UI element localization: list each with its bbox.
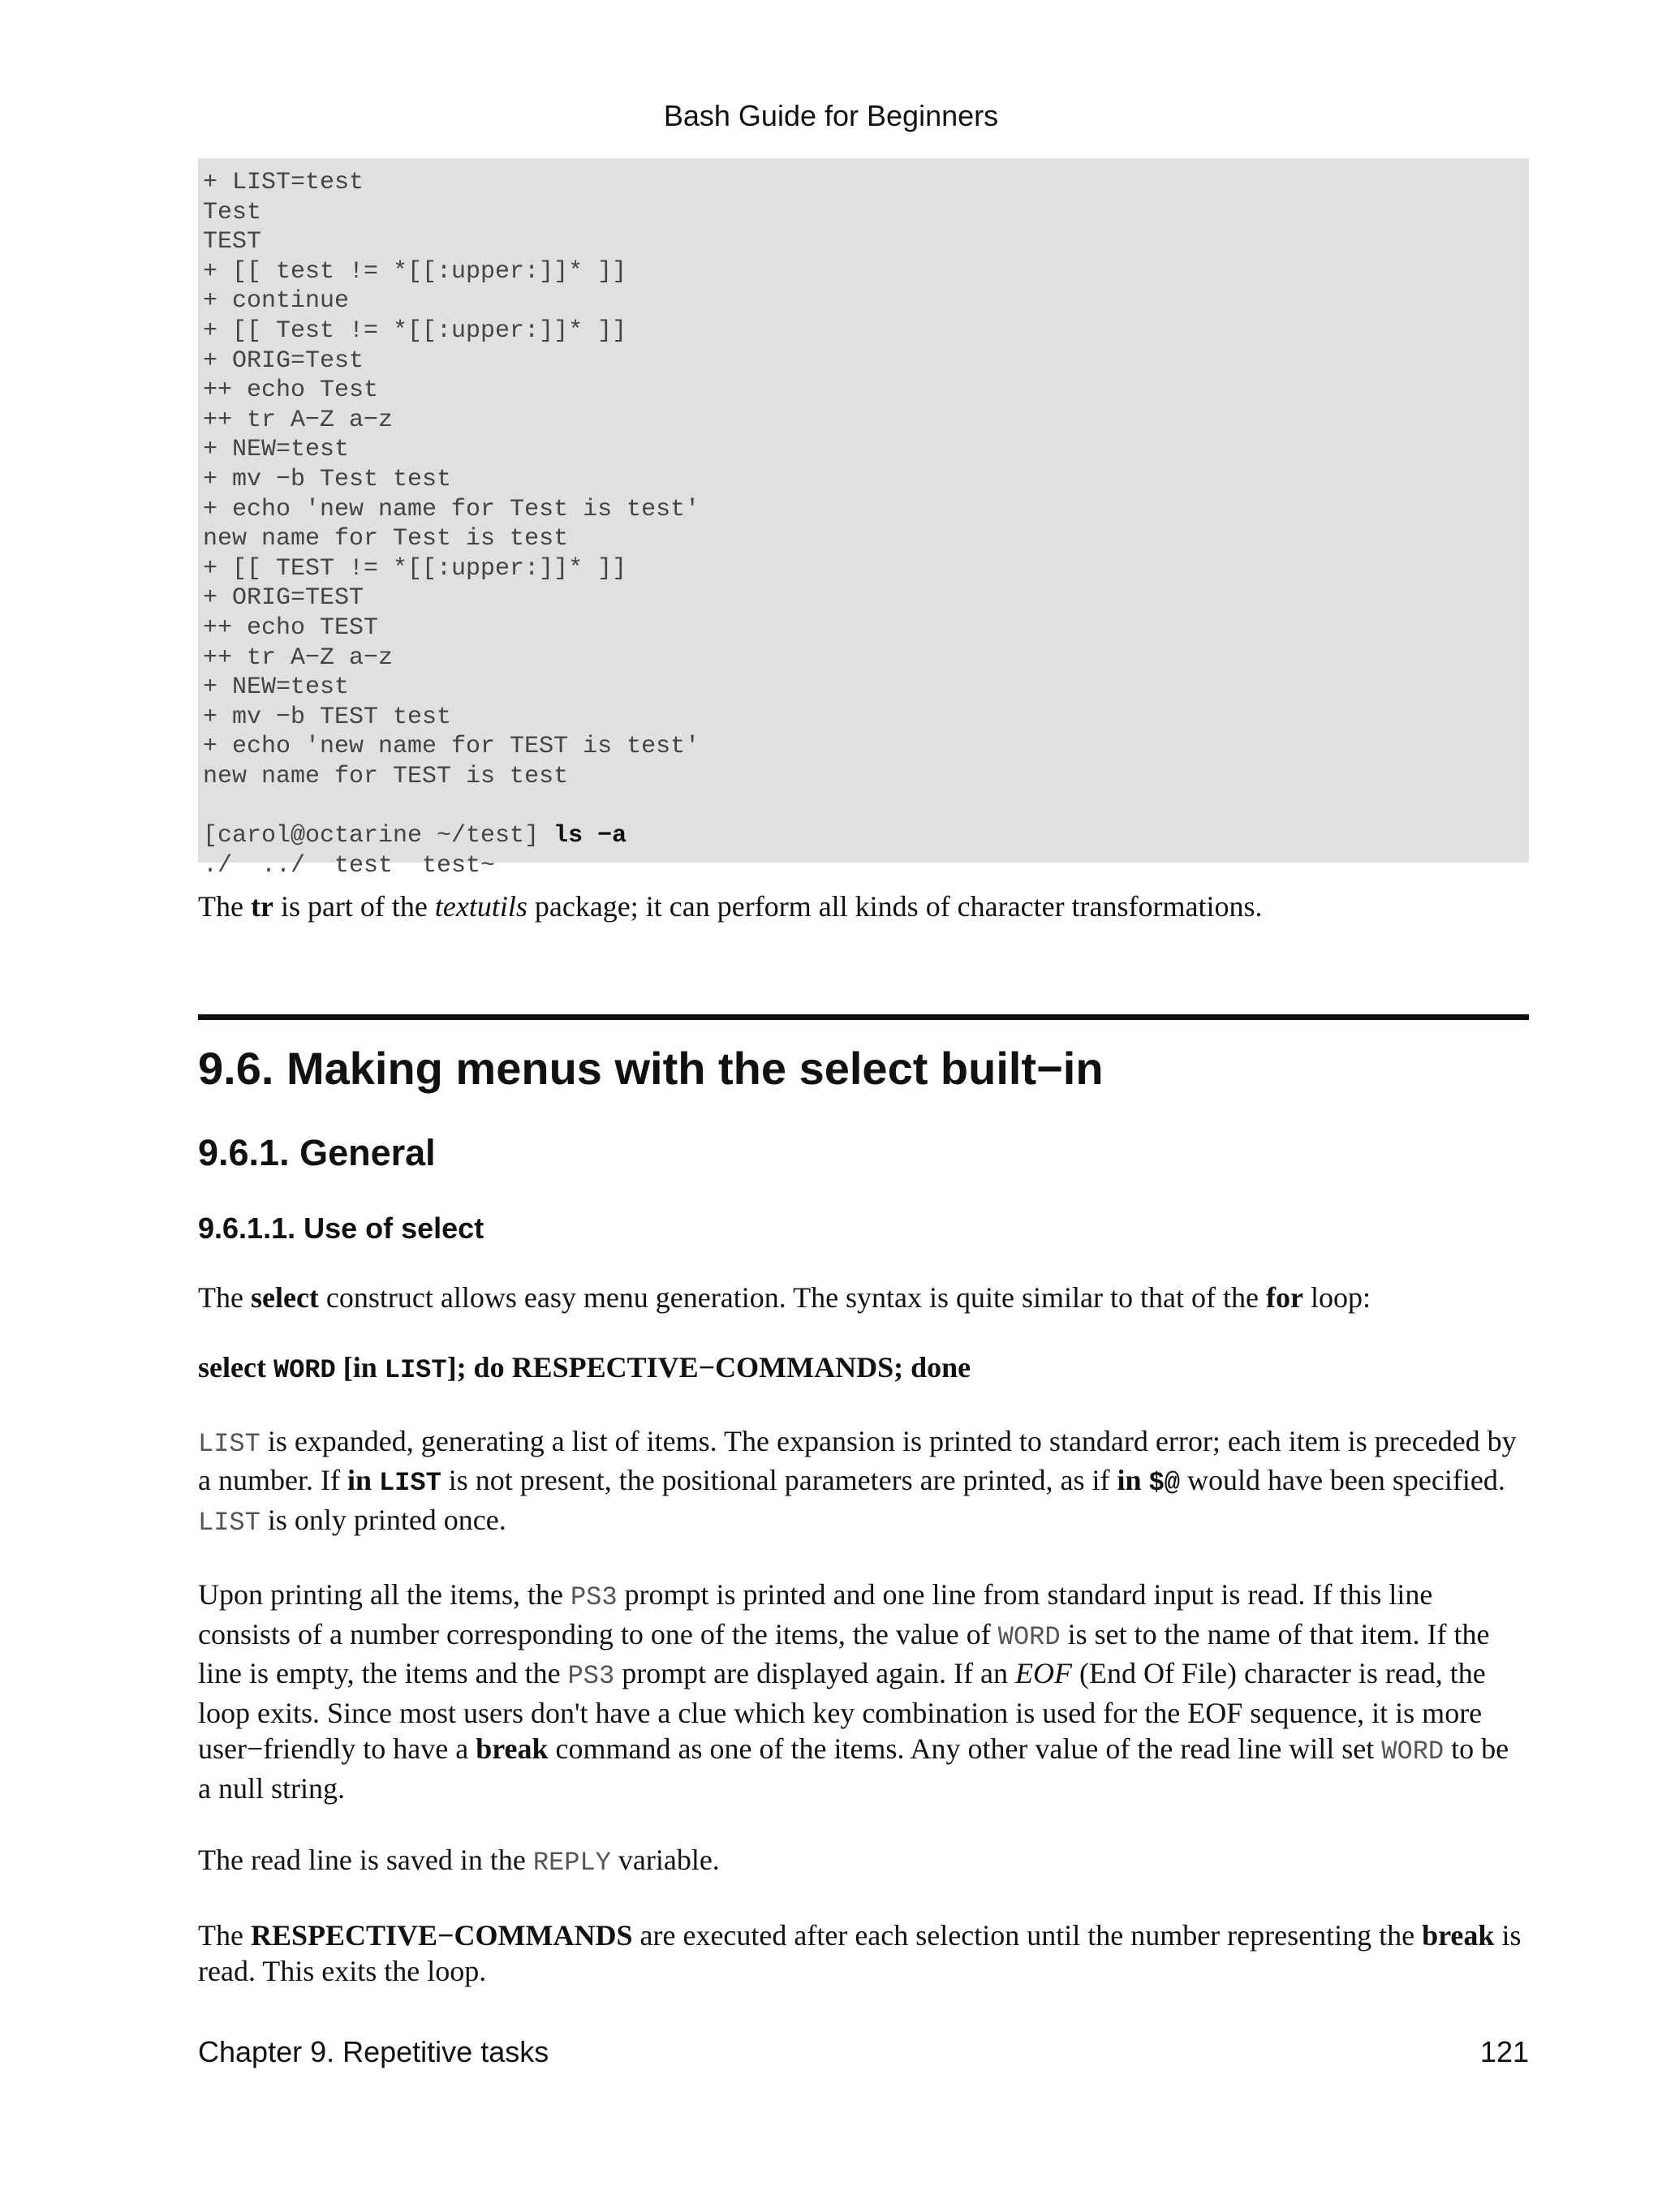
bold-term: break: [476, 1732, 549, 1765]
text-run: The: [198, 890, 251, 923]
code-term: LIST: [198, 1507, 260, 1538]
bold-term: in: [1117, 1464, 1149, 1496]
text-run: The: [198, 1918, 251, 1952]
text-run: is part of the: [273, 890, 435, 923]
tr-note-paragraph: [198, 889, 1529, 925]
respective-paragraph: [198, 1917, 1529, 1990]
shell-prompt: [carol@octarine ~/test]: [203, 822, 554, 850]
text-run: prompt is printed and one line from standard input is read. If this line consists of a number corresponding to one of the items, the value of: [198, 1578, 1433, 1650]
code-block: [198, 158, 1529, 880]
section-rule: [198, 1014, 1529, 1020]
code-line: ++ tr A−Z a−z: [203, 643, 394, 672]
code-line: ++ echo Test: [203, 377, 379, 405]
text-run: Upon printing all the items, the: [198, 1578, 571, 1611]
code-line: ++ tr A−Z a−z: [203, 406, 394, 434]
running-header: Bash Guide for Beginners: [663, 99, 999, 132]
code-line: + continue: [203, 287, 350, 316]
ps3-paragraph: [198, 1577, 1529, 1806]
list-paragraph: [198, 1423, 1529, 1542]
text-run: is expanded, generating a list of items. The expansion is printed to standard error; each item is preceded by a number. If: [198, 1424, 1517, 1496]
code-line: + mv −b Test test: [203, 465, 452, 493]
code-line: + echo 'new name for Test is test': [203, 495, 700, 523]
code-term: WORD: [997, 1621, 1061, 1652]
code-line: + [[ Test != *[[:upper:]]* ]]: [203, 316, 627, 345]
code-line: + NEW=test: [203, 436, 350, 464]
code-lines: [203, 168, 1524, 821]
text-run: command as one of the items. Any other value of the read line will set: [548, 1732, 1382, 1765]
subsubsection-title: 9.6.1.1. Use of select: [198, 1211, 484, 1245]
shell-command: ls −a: [553, 822, 627, 850]
text-run: would have been specified.: [1179, 1464, 1505, 1496]
text-run: is read. This exits the loop.: [198, 1918, 1522, 1987]
text-run: loop:: [1302, 1280, 1371, 1314]
page-number: 121: [1479, 2035, 1529, 2068]
syntax-word: WORD: [273, 1355, 336, 1385]
command-name: tr: [250, 890, 273, 923]
syntax-line: [198, 1349, 1529, 1389]
text-run: to be a null string.: [198, 1732, 1509, 1805]
code-line: Test: [203, 198, 262, 226]
text-run: The read line is saved in the: [198, 1844, 533, 1876]
code-term: PS3: [570, 1582, 618, 1612]
bold-term: in: [347, 1464, 379, 1496]
code-line: + mv −b TEST test: [203, 703, 452, 731]
text-run: prompt are displayed again. If an: [614, 1657, 1016, 1689]
code-line: + NEW=test: [203, 673, 350, 702]
page-content: [198, 158, 1529, 1990]
keyword-for: for: [1265, 1280, 1303, 1314]
text-run: is not present, the positional parameters are printed, as if: [441, 1464, 1117, 1496]
syntax-keyword: [in: [335, 1351, 385, 1384]
code-line: new name for TEST is test: [203, 762, 569, 790]
code-line: [203, 791, 1524, 821]
text-run: is only printed once.: [260, 1503, 506, 1536]
code-line: + [[ test != *[[:upper:]]* ]]: [203, 257, 627, 286]
code-term: LIST: [198, 1428, 260, 1459]
text-run: (End Of File) character is read, the loop exits. Since most users don't have a clue which key combination is used for the EOF sequence, it is more user−friendly to have a: [198, 1657, 1486, 1765]
package-name: textutils: [434, 890, 527, 923]
code-line: ++ echo TEST: [203, 613, 379, 642]
intro-paragraph: [198, 1280, 1529, 1316]
bold-term: RESPECTIVE−COMMANDS: [250, 1918, 633, 1952]
code-term: $@: [1148, 1468, 1180, 1498]
code-line: + ORIG=TEST: [203, 584, 364, 613]
code-line: new name for Test is test: [203, 525, 569, 553]
code-term: REPLY: [532, 1848, 611, 1878]
running-footer: [198, 2035, 1529, 2069]
syntax-list: LIST: [384, 1355, 447, 1385]
code-line: + LIST=test: [203, 169, 364, 196]
code-prompt-line: [203, 821, 1524, 851]
code-output-line: ./ ../ test test~: [203, 851, 496, 880]
chapter-title: Chapter 9. Repetitive tasks: [198, 2035, 549, 2068]
bold-term: break: [1422, 1918, 1495, 1952]
text-run: variable.: [610, 1844, 720, 1876]
code-line: + [[ TEST != *[[:upper:]]* ]]: [203, 554, 627, 583]
text-run: is set to the name of that item. If the line is empty, the items and the: [198, 1617, 1490, 1689]
italic-term: EOF: [1015, 1657, 1072, 1689]
code-term: PS3: [567, 1661, 615, 1691]
subsection-title: 9.6.1. General: [198, 1131, 436, 1173]
code-term: WORD: [1381, 1736, 1445, 1767]
syntax-keyword: ]; do RESPECTIVE−COMMANDS; done: [446, 1351, 971, 1384]
text-run: package; it can perform all kinds of character transformations.: [527, 890, 1263, 923]
text-run: The: [198, 1280, 251, 1314]
syntax-keyword: select: [198, 1351, 273, 1384]
text-run: construct allows easy menu generation. The syntax is quite similar to that of the: [318, 1280, 1266, 1314]
code-term: LIST: [378, 1468, 441, 1498]
code-line: TEST: [203, 228, 262, 256]
text-run: are executed after each selection until the number representing the: [632, 1918, 1423, 1952]
reply-paragraph: [198, 1842, 1529, 1882]
section-title: 9.6. Making menus with the select built−in: [198, 1042, 1104, 1094]
code-line: + ORIG=Test: [203, 346, 364, 375]
keyword-select: select: [250, 1280, 319, 1314]
code-line: + echo 'new name for TEST is test': [203, 733, 700, 761]
